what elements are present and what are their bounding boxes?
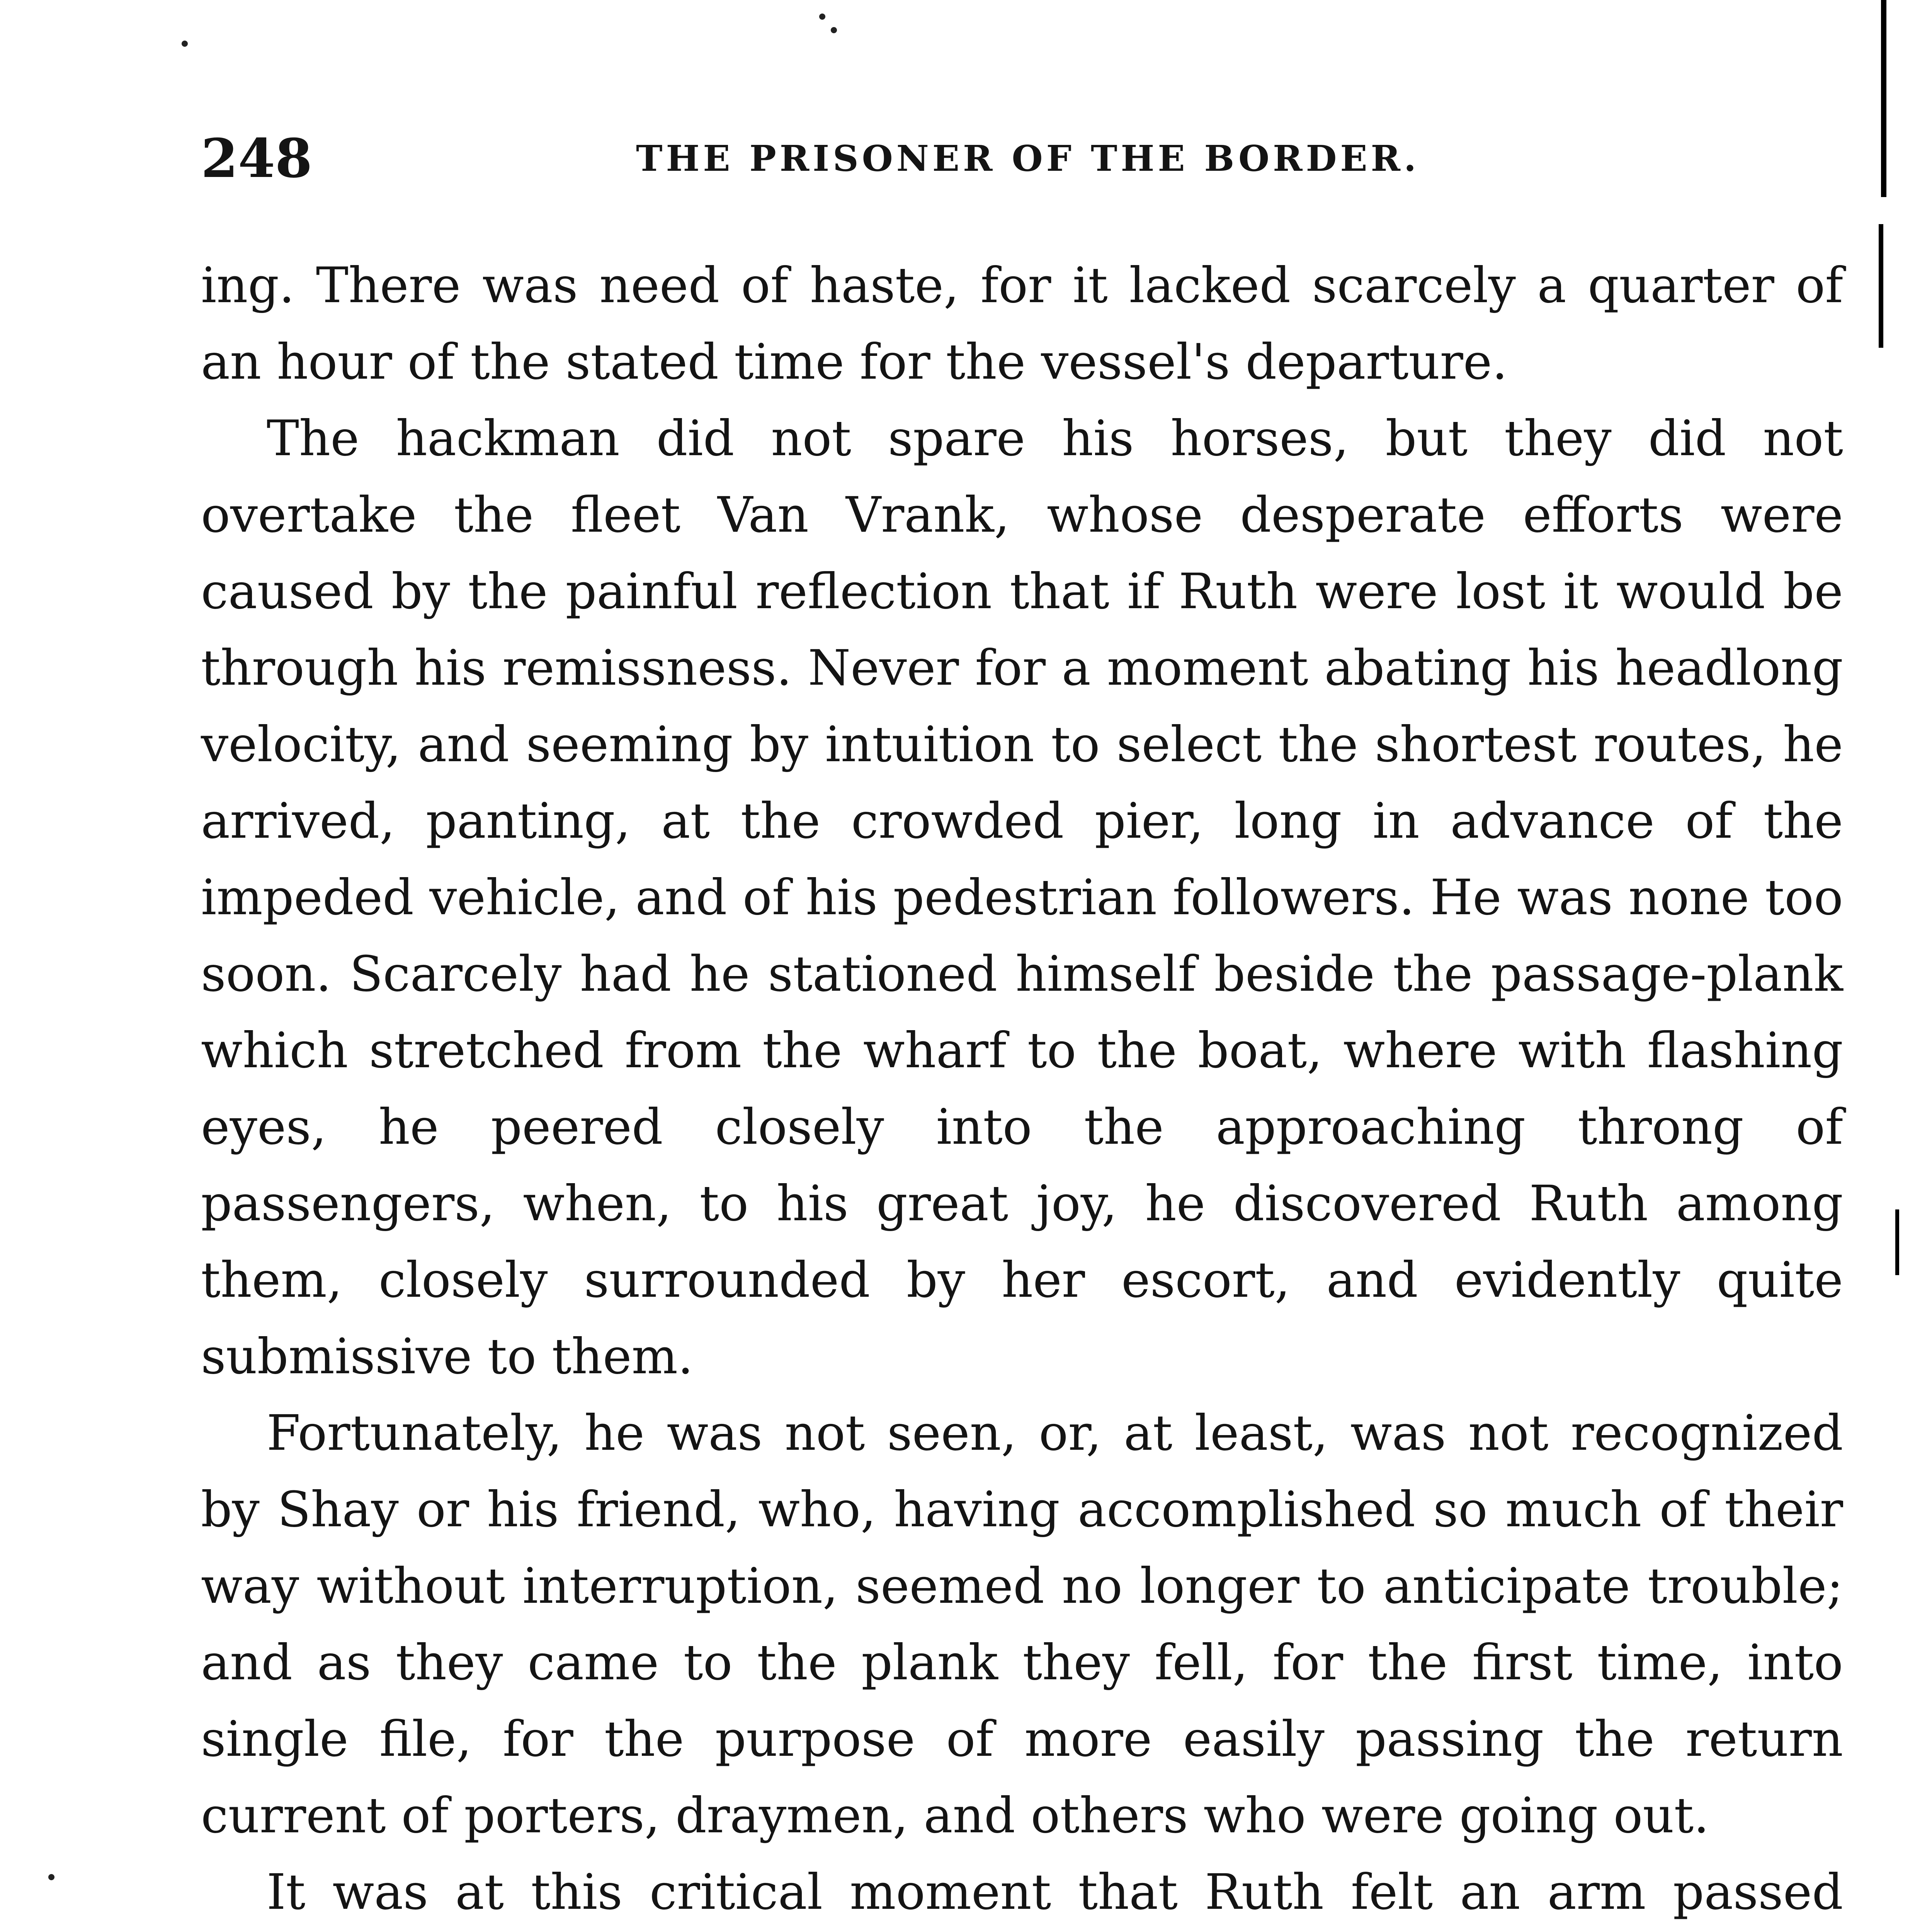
running-head: THE PRISONER OF THE BORDER. — [636, 138, 1420, 179]
paragraph: The hackman did not spare his horses, but they did not overtake the fleet Van Vrank, whose desperate efforts were caused by the painful reflection that if Ruth were lost it would be through his remissness. Never for a moment abating his headlong velocity, and seeming by intuition to select the shortest routes, he arrived, panting, at the crowded pier, long in advance of the impeded vehicle, and of his pedestrian followers. He was none too soon. Scarcely had he stationed himself beside the passage-plank which stretched from the wharf to the boat, where with flashing eyes, he peered closely into the approaching throng of passengers, when, to his great joy, he discovered Ruth among them, closely surrounded by her escort, and evidently quite submissive to them. — [201, 410, 1843, 1385]
page-edge-rule — [1895, 1209, 1899, 1275]
scan-speck — [819, 14, 825, 20]
paragraph: Fortunately, he was not seen, or, at least, was not recognized by Shay or his friend, who, having accomplished so much of their way without interruption, seemed no longer to anticipate trouble; and as they came to the plank they fell, for the first time, into single file, for the purpose of more easily passing the return current of porters, draymen, and others who were going out. — [201, 1405, 1843, 1844]
page-edge-rule — [1879, 224, 1883, 348]
page-edge-rule — [1881, 0, 1886, 197]
body-text — [201, 247, 1843, 1932]
scan-speck — [48, 1874, 54, 1880]
scan-speck — [182, 41, 188, 47]
paragraph: ing. There was need of haste, for it lacked scarcely a quarter of an hour of the stated time for the vessel's departure. — [201, 257, 1843, 390]
paragraph: It was at this critical moment that Ruth felt an arm passed — [267, 1864, 1843, 1920]
scan-speck — [831, 27, 837, 33]
page-header — [201, 128, 1855, 189]
page-number: 248 — [201, 127, 313, 190]
